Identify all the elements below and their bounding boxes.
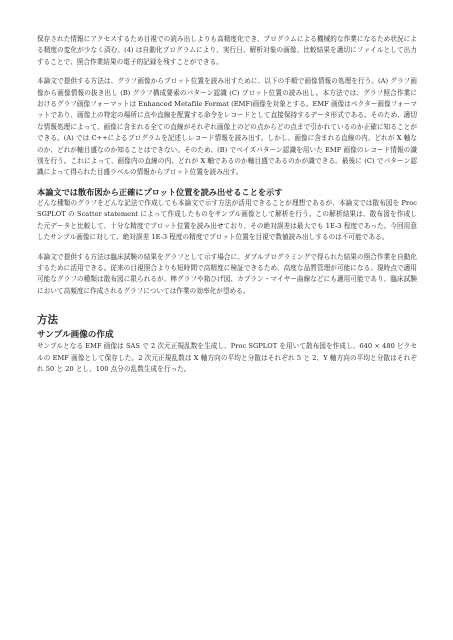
methods-section-heading: 方法 bbox=[37, 314, 58, 327]
scatter-claim-heading: 本論文では散布図から正確にプロット位置を読み出せることを示す bbox=[37, 186, 283, 197]
paper-page bbox=[37, 34, 417, 375]
intro-paragraph: 保存された情報にアクセスするため目視での読み出しよりも高精度化でき、プログラムによる機械的な作業になるため状況による精度の変化が少なく済む。(4) は自動化プログラムにより、実行日、解析対象の画像、比較結果を適切にファイルとして出力することで、照合作業結果の電子的記録を残すことができる。 bbox=[37, 35, 417, 66]
sample-image-paragraph: サンプルとなる EMF 画像は SAS で 2 次元正規乱数を生成し、Proc SGPLOT を用いて散布図を作成し、640 × 480 ピクセルの EMF 画像として保存した。2 次元正規乱数は X 軸方向の平均と分散はそれぞれ 5 と 2、Y 軸方向の平均と分散はそれぞれ 50 と 20 とし、100 点分の乱数生成を行った。 bbox=[37, 342, 417, 373]
method-overview-paragraph: 本論文で提供する方法は、グラフ画像からプロット位置を読み出すために、以下の手順で画像情報の処理を行う。(A) グラフ画像から画像情報の抜き出し (B) グラフ構成要素のパターン認識 (C) プロット位置の読み出し。本方法では、グラフ照合作業におけるグラフ画像フォーマットは Enhanced Metafile Format (EMF)画像を対象とする。EMF 画像はベクター画像フォーマットであり、画像上の特定の場所に点や直線を配置する命令をレコードとして直接保持するデータ形式である。そのため、適切な情報処理によって、画像に含まれる全ての直線がそれぞれ画像上のどの点からどの点まで引かれているのか正確に知ることができる。(A) では C++によるプログラムを記述しレコード情報を読み出す。しかし、画像に含まれる直線の内、どれが X 軸なのか、どれが軸目盛なのか知ることはできない。そのため、(B) でベイズパターン認識を用いた EMF 画像のレコード情報の識別を行う。これによって、画像内の直線の内、どれが X 軸であるのか軸目盛であるのかが識できる。最後に (C) でパターン認識によって得られた目盛ラベルの情報からプロット位置を読み出す。 bbox=[37, 77, 417, 177]
sample-image-subheading: サンプル画像の作成 bbox=[37, 330, 114, 341]
scatter-paragraph: どんな種類のグラフをどんな記法で作成しても本論文で示す方法が活用できることが理想であるが、本論文では散布図を Proc SGPLOT の Scatter statement によって作成したものをサンプル画像として解析を行う。この解析結果は、散布図を作成した元データと比較して、十分な精度でプロット位置を読み出せており、その絶対誤差は最大でも 1E-3 程度であった。今回用意したサンプル画像に対して、絶対誤差 1E-3 程度の精度でプロット位置を目視で数値読み出しするのは不可能である。 bbox=[37, 198, 417, 242]
clinical-application-paragraph: 本論文で提供する方法は臨床試験の結果をグラフとして示す場合に、ダブルプログラミングで得られた結果の照合作業を自動化するために活用できる。従来の目視照合よりも短時間で高精度に検証できるため、高度な品質管理が可能になる。現時点で適用可能なグラフの種類は散布図に限られるが、棒グラフや箱ひげ図、カプラン・マイヤー曲線などにも適用可能であり、臨床試験において高頻度に作成されるグラフについては作業の効率化が望める。 bbox=[37, 252, 417, 295]
